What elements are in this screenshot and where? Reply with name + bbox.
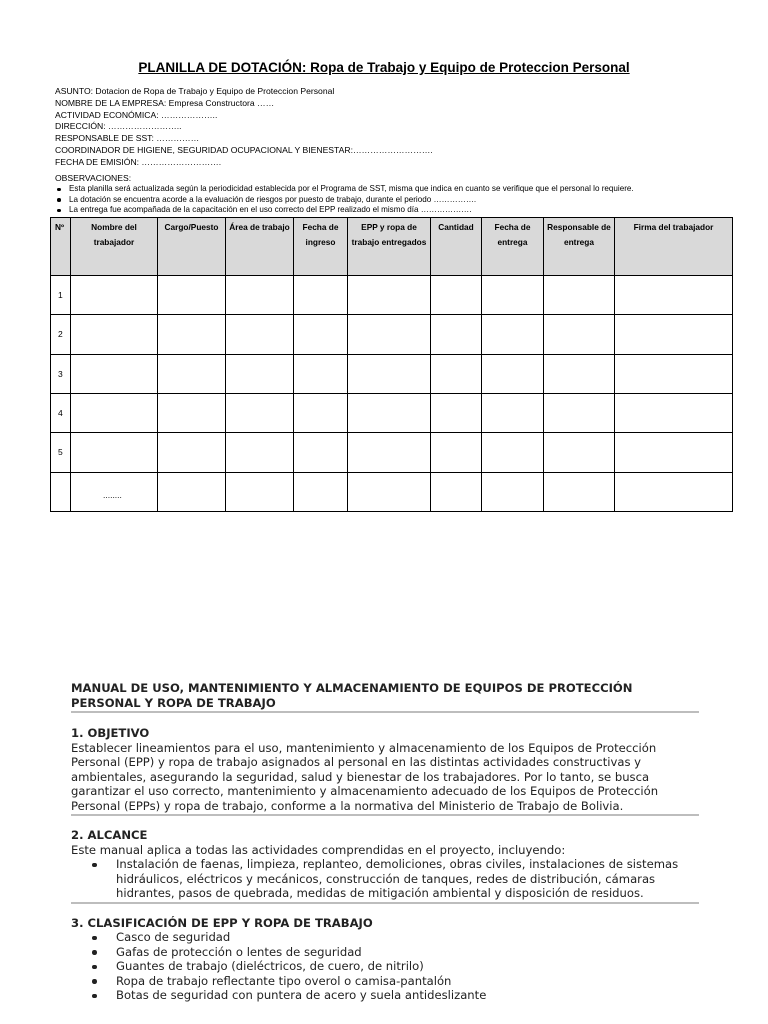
cell-firma[interactable]	[615, 276, 733, 315]
list-item: Instalación de faenas, limpieza, replanteo, demoliciones, obras civiles, instalaciones de sistemas hidráulicos, eléctricos y mecánicos, construcción de tanques, redes de distribución, cámaras hidrantes, pasos de quebrada, medidas de mitigación ambiental y disposición de residuos.	[71, 857, 699, 901]
cell-entrega[interactable]	[482, 433, 544, 472]
cell-responsable[interactable]	[544, 472, 615, 511]
cell-area[interactable]	[226, 354, 294, 393]
field-empresa: NOMBRE DE LA EMPRESA: Empresa Constructora ……	[55, 97, 275, 108]
section-heading-alcance: 2. ALCANCE	[71, 828, 148, 843]
page-title: PLANILLA DE DOTACIÓN: Ropa de Trabajo y Equipo de Proteccion Personal	[138, 60, 630, 75]
dotacion-table	[50, 217, 733, 512]
table-row	[51, 393, 733, 432]
header-num: Nº	[51, 218, 71, 276]
field-fecha-emision: FECHA DE EMISIÓN: ……………………….	[55, 156, 222, 167]
cell-epp[interactable]	[348, 276, 431, 315]
cell-entrega[interactable]	[482, 276, 544, 315]
row-number: 5	[51, 433, 71, 472]
cell-epp[interactable]	[348, 393, 431, 432]
cell-cargo[interactable]	[158, 315, 226, 354]
field-responsable-sst: RESPONSABLE DE SST: ……………	[55, 133, 200, 144]
cell-ingreso[interactable]	[294, 354, 348, 393]
cell-cantidad[interactable]	[431, 354, 482, 393]
cell-cargo[interactable]	[158, 472, 226, 511]
cell-cantidad[interactable]	[431, 315, 482, 354]
cell-nombre[interactable]	[71, 393, 158, 432]
cell-firma[interactable]	[615, 315, 733, 354]
cell-cargo[interactable]	[158, 354, 226, 393]
cell-area[interactable]	[226, 433, 294, 472]
row-number: 2	[51, 315, 71, 354]
cell-responsable[interactable]	[544, 315, 615, 354]
cell-responsable[interactable]	[544, 393, 615, 432]
observaciones-title: OBSERVACIONES:	[55, 172, 132, 183]
header-cantidad: Cantidad	[431, 218, 482, 276]
row-number: 3	[51, 354, 71, 393]
header-cargo: Cargo/Puesto	[158, 218, 226, 276]
list-item: Gafas de protección o lentes de seguridad	[71, 945, 699, 960]
list-item: Botas de seguridad con puntera de acero y suela antideslizante	[71, 988, 699, 1003]
section-heading-objetivo: 1. OBJETIVO	[71, 726, 150, 741]
cell-ingreso[interactable]	[294, 315, 348, 354]
row-number: 1	[51, 276, 71, 315]
observacion-item: Esta planilla será actualizada según la periodicidad establecida por el Programa de SST, misma que indica en cuanto se verifique que el personal lo requiere.	[55, 184, 735, 194]
observacion-item: La dotación se encuentra acorde a la evaluación de riesgos por puesto de trabajo, durante el periodo …………….	[55, 195, 735, 205]
list-item: Ropa de trabajo reflectante tipo overol o camisa-pantalón	[71, 974, 699, 989]
cell-area[interactable]	[226, 315, 294, 354]
cell-entrega[interactable]	[482, 393, 544, 432]
cell-cantidad[interactable]	[431, 472, 482, 511]
cell-ingreso[interactable]	[294, 393, 348, 432]
table-header-row	[51, 218, 733, 276]
alcance-text: Este manual aplica a todas las actividades comprendidas en el proyecto, incluyendo:	[71, 842, 566, 857]
header-responsable: Responsable de entrega	[544, 218, 615, 276]
cell-ingreso[interactable]	[294, 433, 348, 472]
cell-firma[interactable]	[615, 354, 733, 393]
alcance-list	[71, 857, 699, 901]
cell-ingreso[interactable]	[294, 472, 348, 511]
field-coordinador: COORDINADOR DE HIGIENE, SEGURIDAD OCUPACIONAL Y BIENESTAR:……………………….	[55, 144, 433, 155]
cell-responsable[interactable]	[544, 433, 615, 472]
cell-epp[interactable]	[348, 433, 431, 472]
field-asunto: ASUNTO: Dotacion de Ropa de Trabajo y Equipo de Proteccion Personal	[55, 86, 335, 96]
divider	[71, 711, 699, 713]
cell-area[interactable]	[226, 276, 294, 315]
cell-cargo[interactable]	[158, 433, 226, 472]
divider	[71, 814, 699, 816]
manual-section	[71, 681, 699, 1003]
cell-nombre[interactable]	[71, 433, 158, 472]
cell-firma[interactable]	[615, 433, 733, 472]
form-header	[55, 86, 735, 216]
cell-entrega[interactable]	[482, 315, 544, 354]
cell-ingreso[interactable]	[294, 276, 348, 315]
observacion-item: La entrega fue acompañada de la capacitación en el uso correcto del EPP realizado el mismo día ……………….	[55, 205, 735, 215]
cell-cantidad[interactable]	[431, 433, 482, 472]
header-entrega: Fecha de entrega	[482, 218, 544, 276]
cell-epp[interactable]	[348, 354, 431, 393]
clasificacion-list	[71, 930, 699, 1003]
cell-responsable[interactable]	[544, 354, 615, 393]
row-number	[51, 472, 71, 511]
cell-entrega[interactable]	[482, 354, 544, 393]
manual-title: MANUAL DE USO, MANTENIMIENTO Y ALMACENAMIENTO DE EQUIPOS DE PROTECCIÓN PERSONAL Y ROPA DE TRABAJO	[71, 681, 633, 710]
cell-nombre[interactable]	[71, 315, 158, 354]
cell-cargo[interactable]	[158, 276, 226, 315]
list-item: Guantes de trabajo (dieléctricos, de cuero, de nitrilo)	[71, 959, 699, 974]
cell-entrega[interactable]	[482, 472, 544, 511]
header-area: Área de trabajo	[226, 218, 294, 276]
list-item: Casco de seguridad	[71, 930, 699, 945]
cell-cantidad[interactable]	[431, 393, 482, 432]
cell-firma[interactable]	[615, 393, 733, 432]
header-ingreso: Fecha de ingreso	[294, 218, 348, 276]
objetivo-text: Establecer lineamientos para el uso, mantenimiento y almacenamiento de los Equipos de Protección Personal (EPP) y ropa de trabajo asignados al personal en las distintas actividades constructivas y ambientales, asegurando la seguridad, salud y bienestar de los trabajadores. Por lo tanto, se busca garantizar el uso correcto, mantenimiento y almacenamiento adecuado de los Equipos de Protección Personal (EPPs) y ropa de trabajo, conforme a la normativa del Ministerio de Trabajo de Bolivia.	[71, 740, 659, 813]
cell-epp[interactable]	[348, 472, 431, 511]
section-heading-clasificacion: 3. CLASIFICACIÓN DE EPP Y ROPA DE TRABAJO	[71, 915, 373, 930]
observaciones-list	[55, 184, 735, 215]
table-row	[51, 433, 733, 472]
cell-area[interactable]	[226, 472, 294, 511]
cell-nombre[interactable]	[71, 276, 158, 315]
cell-cargo[interactable]	[158, 393, 226, 432]
table-row	[51, 472, 733, 511]
cell-area[interactable]	[226, 393, 294, 432]
header-nombre: Nombre del trabajador	[71, 218, 158, 276]
cell-cantidad[interactable]	[431, 276, 482, 315]
cell-ellipsis: ........	[71, 472, 158, 511]
table-row	[51, 354, 733, 393]
divider	[71, 902, 699, 904]
cell-responsable[interactable]	[544, 276, 615, 315]
cell-firma[interactable]	[615, 472, 733, 511]
header-firma: Firma del trabajador	[615, 218, 733, 276]
header-epp: EPP y ropa de trabajo entregados	[348, 218, 431, 276]
cell-epp[interactable]	[348, 315, 431, 354]
table-row	[51, 315, 733, 354]
field-actividad: ACTIVIDAD ECONÓMICA: ………………..	[55, 109, 218, 120]
row-number: 4	[51, 393, 71, 432]
cell-nombre[interactable]	[71, 354, 158, 393]
table-row	[51, 276, 733, 315]
field-direccion: DIRECCIÓN: ……………………..	[55, 121, 182, 132]
